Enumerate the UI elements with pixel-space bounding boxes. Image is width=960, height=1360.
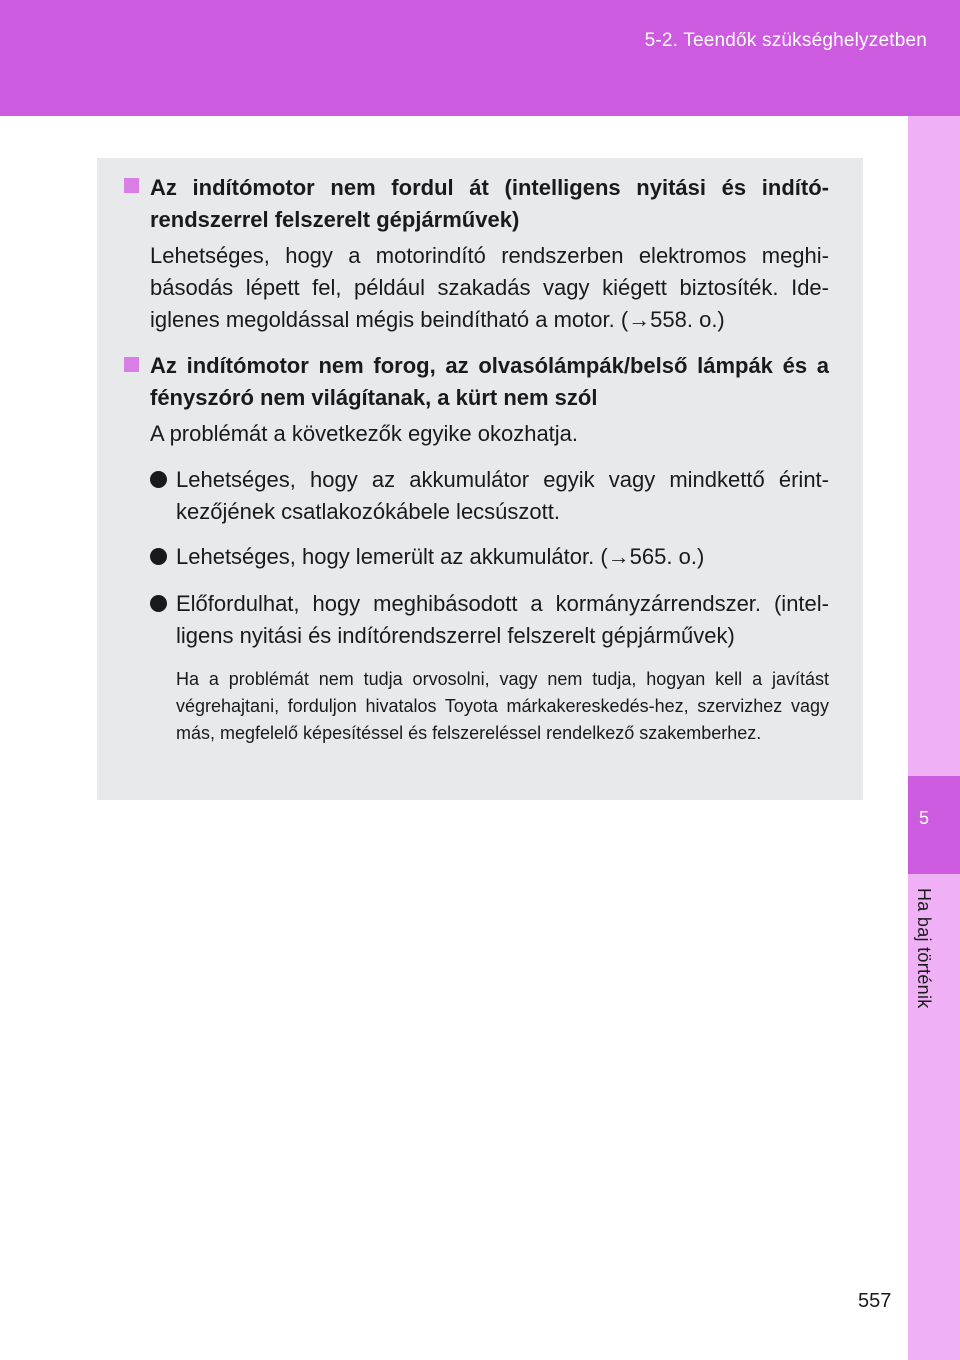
bullet-dot-icon <box>150 471 167 488</box>
note-text: Ha a problémát nem tudja orvosolni, vagy nem tudja, hogyan kell a javítást végrehajtani, forduljon hivatalos Toyota márkakereskedés-hez, szervizhez vagy más, megfelelő képesítéssel és felszereléssel rendelkező szakemberhez. <box>176 669 829 743</box>
bullet-item: Lehetséges, hogy az akkumulátor egyik vagy mindkettő érint-kezőjének csatlakozókábele lecsúszott. <box>176 467 829 524</box>
square-marker-icon <box>124 357 139 372</box>
header-band <box>0 0 960 116</box>
square-marker-icon <box>124 178 139 193</box>
chapter-number: 5 <box>918 808 929 828</box>
chapter-title: Ha baj történik <box>914 888 934 1009</box>
bullet-item: Lehetséges, hogy lemerült az akkumulátor. (→565. o.) <box>176 544 705 569</box>
bullet-item: Előfordulhat, hogy meghibásodott a kormányzárrendszer. (intel-ligens nyitási és indítórendszerrel felszerelt gépjárművek) <box>176 591 829 648</box>
bullet-dot-icon <box>150 548 167 565</box>
section-body: Lehetséges, hogy a motorindító rendszerben elektromos meghi-básodás lépett fel, például szakadás vagy kiégett biztosíték. Ide-iglenes megoldással mégis beindítható a motor. (→558. o.) <box>150 243 829 332</box>
section-title: 5-2. Teendők szükséghelyzetben <box>644 30 927 51</box>
page-number: 557 <box>858 1290 892 1312</box>
section-body: A problémát a következők egyike okozhatja. <box>150 421 579 446</box>
section-heading: Az indítómotor nem forog, az olvasólámpák/belső lámpák és a fényszóró nem világítanak, a kürt nem szól <box>150 353 829 410</box>
section-heading: Az indítómotor nem fordul át (intelligens nyitási és indító-rendszerrel felszerelt gépjárművek) <box>150 175 829 232</box>
side-tab <box>908 116 960 1360</box>
bullet-dot-icon <box>150 595 167 612</box>
